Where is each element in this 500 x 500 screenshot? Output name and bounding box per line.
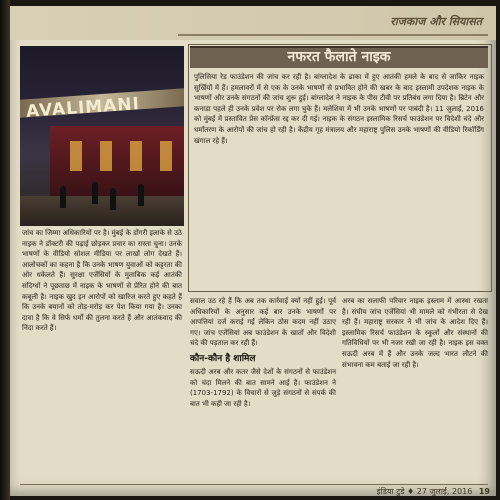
page-number: 19 — [478, 487, 490, 496]
photo-figure — [92, 182, 98, 204]
photo-sign-text: AVALIMANI — [25, 94, 141, 122]
photo-window — [100, 141, 112, 171]
article-headline: नफरत फैलाते नाइक — [287, 49, 391, 65]
column-2-text-b: सऊदी अरब और कतर जैसे देशों के संगठनों से फाउंडेशन को चंदा मिलने की बात सामने आई है। फाउंडेशन ने (1703-1792) के विचारों से जुड़े संगठनों से संपर्क की बात भी कही जा रही है। — [190, 367, 336, 408]
column-2-text: सवाल उठ रहे हैं कि अब तक कार्रवाई क्यों नहीं हुई। पूर्व अधिकारियों के अनुसार कई बार उनके भाषणों पर आपत्तियां दर्ज कराई गईं लेकिन ठोस कदम नहीं उठाए गए। जांच एजेंसियां अब फाउंडेशन के खातों और विदेशी चंदे की पड़ताल कर रही हैं। — [190, 297, 336, 348]
book-spine-shadow — [0, 0, 10, 500]
section-label: राजकाज और सियासत — [390, 15, 482, 28]
magazine-page — [10, 6, 496, 496]
page-footer — [340, 486, 490, 496]
lead-paragraph: पुलिसिया रेड फाउंडेशन की जांच कर रही है। बांग्लादेश के ढाका में हुए आतंकी हमले के बाद से जाकिर नाइक सुर्खियों में हैं। हमलावरों में से एक के उनके भाषणों से प्रभावित होने की खबर के बाद इस्लामी उपदेशक नाइक के भाषणों और उनके संगठनों की जांच शुरू हुई। बांग्लादेश ने नाइक के पीस टीवी पर प्रतिबंध लगा दिया है। ब्रिटेन और कनाडा पहले ही उनके प्रवेश पर रोक लगा चुके हैं। मलेशिया में भी उनके भाषणों पर पाबंदी है। 11 जुलाई, 2016 को मुंबई में प्रस्तावित प्रेस कॉन्फ्रेंस रद्द कर दी गई। नाइक के संगठन इस्लामिक रिसर्च फाउंडेशन पर विदेशी चंदे और धर्मांतरण के आरोपों की जांच हो रही है। केंद्रीय गृह मंत्रालय और महाराष्ट्र पुलिस उनके भाषणों की वीडियो रिकॉर्डिंग खंगाल रहे हैं। — [194, 73, 484, 145]
column-1-text: जांच का जिम्मा अधिकारियों पर है। मुंबई के डोंगरी इलाके से उठे नाइक ने डॉक्टरी की पढ़ाई छोड़कर प्रचार का रास्ता चुना। उनके भाषणों के वीडियो सोशल मीडिया पर लाखों लोग देखते हैं। आलोचकों का कहना है कि उनके भाषण युवाओं को कट्टरता की ओर धकेलते हैं। सुरक्षा एजेंसियों के मुताबिक कई आतंकी संदिग्धों ने पूछताछ में नाइक के भाषणों से प्रेरित होने की बात कबूली है। नाइक खुद इन आरोपों को खारिज करते हुए कहते हैं कि उनके बयानों को तोड़-मरोड़ कर पेश किया गया है। उनका दावा है कि वे सिर्फ धर्मों की तुलना करते हैं और आतंकवाद की निंदा करते हैं। — [22, 229, 182, 333]
column-3-text: अरब का सलाफी परिवार नाइक इस्लाम में आस्था रखता है। संघीय जांच एजेंसियां भी मामले को गंभीरता से देख रही हैं। महाराष्ट्र सरकार ने भी जांच के आदेश दिए हैं। इस्लामिक रिसर्च फाउंडेशन के स्कूलों और संस्थानों की गतिविधियों पर भी नजर रखी जा रही है। नाइक इस वक्त सऊदी अरब में हैं और उनके जल्द भारत लौटने की संभावना कम बताई जा रही है। — [342, 297, 488, 369]
photo-ground — [20, 196, 184, 226]
photo-window — [70, 141, 82, 171]
photo-figure — [138, 184, 144, 206]
photo-figure — [110, 188, 116, 210]
photo-window — [160, 141, 172, 171]
article-photo — [20, 46, 184, 226]
photo-figure — [60, 186, 66, 208]
header-rule — [178, 34, 488, 36]
issue-date: इंडिया टुडे ♦ 27 जुलाई, 2016 — [376, 487, 473, 496]
photo-window — [130, 141, 142, 171]
subheading: कौन-कौन है शामिल — [190, 353, 256, 364]
column-2 — [190, 296, 336, 482]
footer-rule — [20, 484, 488, 485]
